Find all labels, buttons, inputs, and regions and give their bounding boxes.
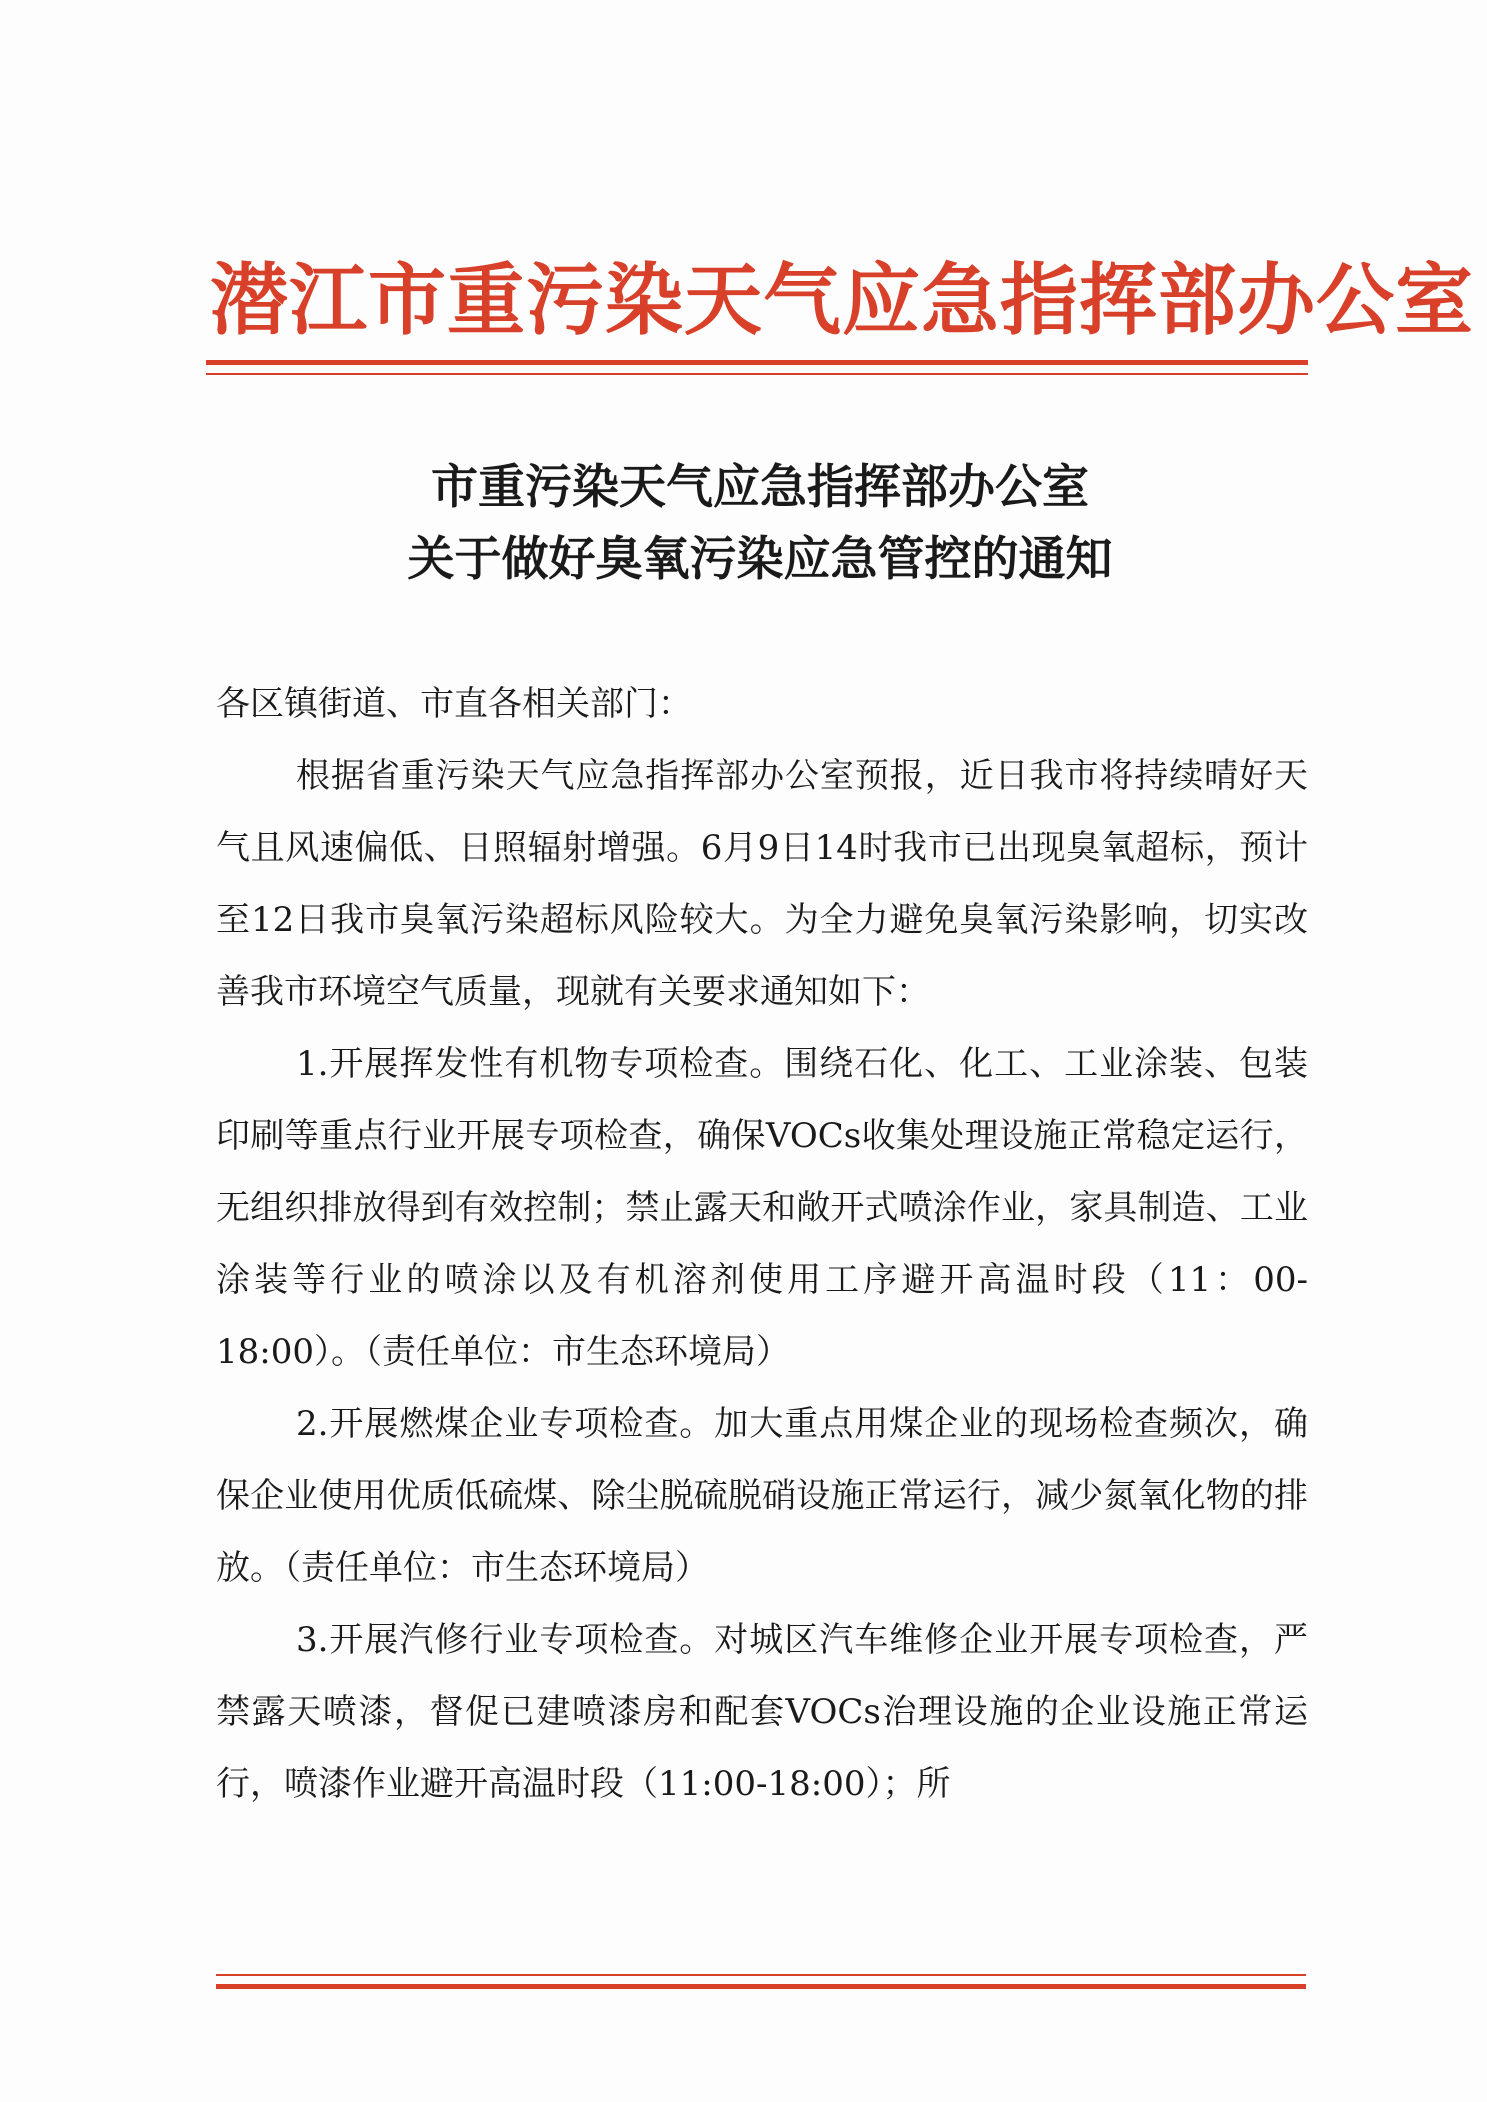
paragraph-item-2: 2.开展燃煤企业专项检查。加大重点用煤企业的现场检查频次，确保企业使用优质低硫煤、除尘脱硫脱硝设施正常运行，减少氮氧化物的排放。（责任单位：市生态环境局） [216, 1404, 1308, 1588]
paragraph-item-1: 1.开展挥发性有机物专项检查。围绕石化、化工、工业涂装、包装印刷等重点行业开展专项检查，确保VOCs收集处理设施正常稳定运行，无组织排放得到有效控制；禁止露天和敞开式喷涂作业，家具制造、工业涂装等行业的喷涂以及有机溶剂使用工序避开高温时段（11：00-18:00）。（责任单位：市生态环境局） [216, 1044, 1308, 1372]
paragraph-intro: 根据省重污染天气应急指挥部办公室预报，近日我市将持续晴好天气且风速偏低、日照辐射增强。6月9日14时我市已出现臭氧超标，预计至12日我市臭氧污染超标风险较大。为全力避免臭氧污染影响，切实改善我市环境空气质量，现就有关要求通知如下： [216, 756, 1308, 1012]
red-rule-thick-top [206, 360, 1308, 365]
body-paragraphs [216, 740, 1308, 1820]
red-rule-thin-bottom [216, 1974, 1306, 1976]
paragraph-item-3: 3.开展汽修行业专项检查。对城区汽车维修企业开展专项检查，严禁露天喷漆，督促已建喷漆房和配套VOCs治理设施的企业设施正常运行，喷漆作业避开高温时段（11:00-18:00）；所 [216, 1620, 1308, 1804]
document-title-line-2: 关于做好臭氧污染应急管控的通知 [407, 532, 1113, 587]
red-rule-thick-bottom [216, 1984, 1306, 1989]
red-rule-thin-top [206, 373, 1308, 375]
document-title-line-1: 市重污染天气应急指挥部办公室 [431, 460, 1089, 515]
salutation: 各区镇街道、市直各相关部门： [216, 684, 692, 724]
issuer-heading: 潜江市重污染天气应急指挥部办公室 [210, 255, 1475, 346]
